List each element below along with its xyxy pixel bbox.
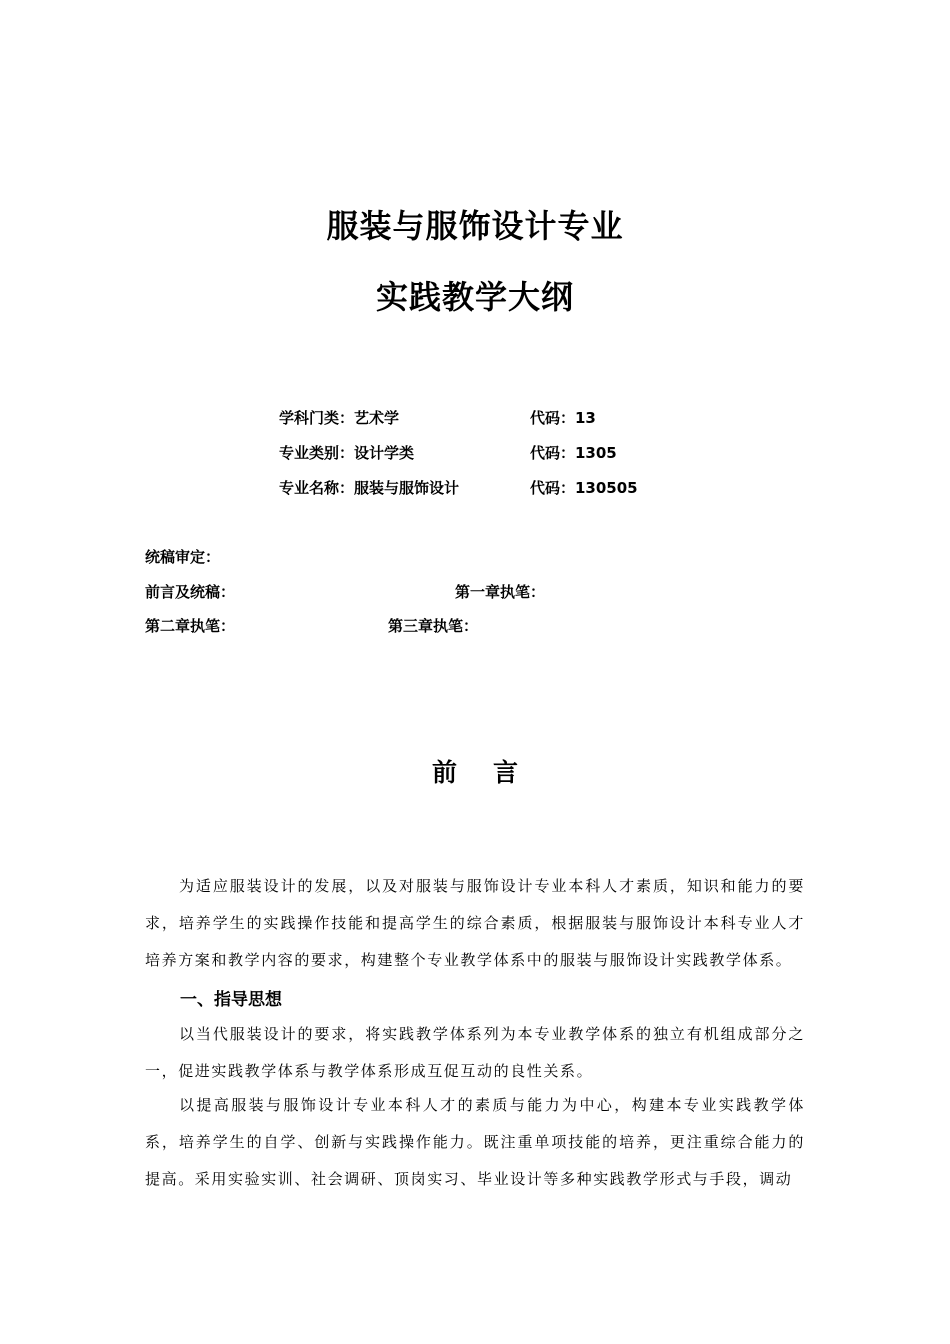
info-label: 学科门类：艺术学 [279,409,400,427]
staff-preface-label: 前言及统稿： [145,583,236,601]
info-code: 代码：13 [530,409,596,427]
info-label: 专业类别：设计学类 [279,444,415,462]
info-code: 代码：1305 [530,444,617,462]
staff-chapter1-label: 第一章执笔： [455,583,546,601]
staff-review-label: 统稿审定： [145,548,221,566]
staff-chapter2-label: 第二章执笔： [145,617,236,635]
staff-chapter3-label: 第三章执笔： [388,617,479,635]
document-title: 服装与服饰设计专业 [326,207,624,245]
section-heading: 一、指导思想 [180,990,282,1010]
info-label: 专业名称：服装与服饰设计 [279,479,460,497]
guideline-paragraph: 以提高服装与服饰设计专业本科人才的素质与能力为中心，构建本专业实践教学体系，培养学生的自学、创新与实践操作能力。既注重单项技能的培养，更注重综合能力的提高。采用实验实训、社会调研、顶岗实习、毕业设计等多种实践教学形式与手段，调动 [145,1096,805,1188]
guideline-paragraph: 以当代服装设计的要求，将实践教学体系列为本专业教学体系的独立有机组成部分之一，促进实践教学体系与教学体系形成互促互动的良性关系。 [145,1025,805,1080]
preface-heading: 前言 [431,758,554,787]
preface-paragraph: 为适应服装设计的发展，以及对服装与服饰设计专业本科人才素质，知识和能力的要求，培养学生的实践操作技能和提高学生的综合素质，根据服装与服饰设计本科专业人才培养方案和教学内容的要求，构建整个专业教学体系中的服装与服饰设计实践教学体系。 [145,877,805,969]
info-code: 代码：130505 [530,479,638,497]
document-subtitle: 实践教学大纲 [375,278,574,316]
